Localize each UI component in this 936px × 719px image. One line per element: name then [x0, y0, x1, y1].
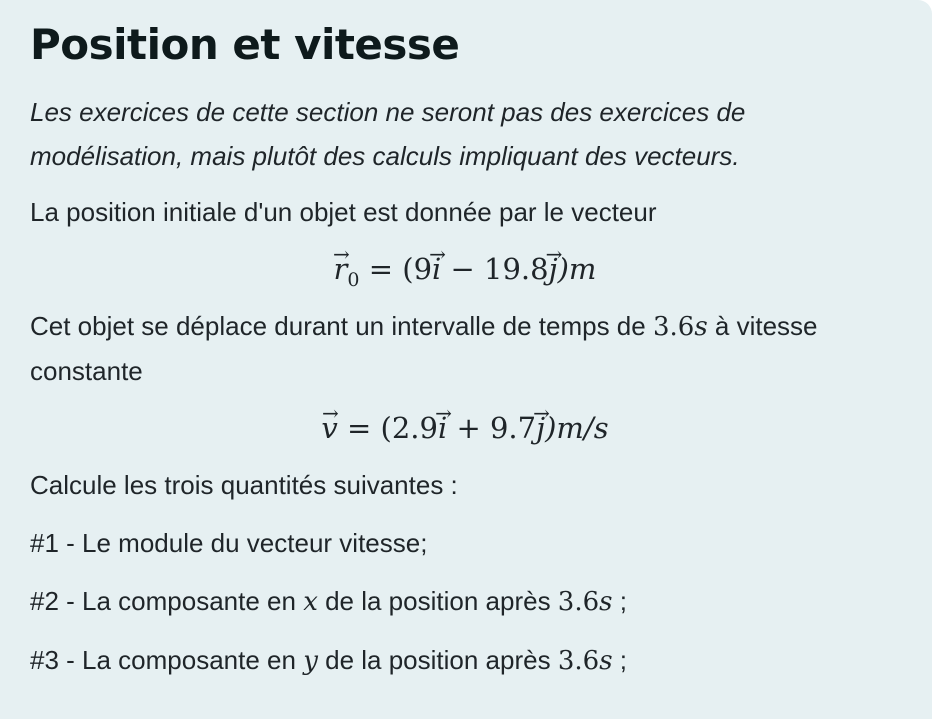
- velocity-equation: [30, 397, 900, 459]
- instruction-text: Calcule les trois quantités suivantes :: [30, 470, 458, 501]
- q2-variable: x: [303, 587, 318, 618]
- r-subscript: 0: [347, 268, 360, 291]
- position-equation: [30, 238, 900, 300]
- eq2-equals: = (2.9: [337, 411, 438, 446]
- time-text-after: à vitesse constante: [30, 311, 818, 387]
- page-title: Position et vitesse: [30, 20, 460, 69]
- time-unit: s: [694, 312, 708, 343]
- q3-after: ;: [612, 645, 627, 676]
- q2-unit: s: [599, 587, 613, 618]
- q3-middle: de la position après: [317, 645, 558, 676]
- question-3: [30, 638, 900, 683]
- eq1-middle: − 19.8: [441, 252, 549, 287]
- q2-middle: de la position après: [317, 586, 558, 617]
- eq2-middle: + 9.7: [447, 411, 537, 446]
- j-unit-vector: → j: [549, 238, 558, 300]
- q3-value: 3.6: [557, 646, 600, 677]
- i-unit-vector: → i: [438, 397, 447, 459]
- time-text-before: Cet objet se déplace durant un intervalle de temps de: [30, 311, 653, 342]
- time-interval-text: [30, 304, 900, 393]
- question-1: #1 - Le module du vecteur vitesse;: [30, 528, 428, 559]
- i-unit-vector: → i: [432, 238, 441, 300]
- q3-before: #3 - La composante en: [30, 645, 304, 676]
- initial-position-text: La position initiale d'un objet est donnée par le vecteur: [30, 197, 657, 228]
- r-vector: → r: [334, 238, 348, 300]
- q3-unit: s: [599, 646, 613, 677]
- q2-after: ;: [612, 586, 627, 617]
- q3-variable: y: [303, 646, 318, 677]
- time-value: 3.6: [652, 312, 695, 343]
- j-unit-vector: → j: [536, 397, 545, 459]
- q2-before: #2 - La composante en: [30, 586, 304, 617]
- q2-value: 3.6: [557, 587, 600, 618]
- intro-text: Les exercices de cette section ne seront pas des exercices de modélisation, mais plutôt des calculs impliquant des vecteurs.: [30, 97, 746, 172]
- eq1-end: )m: [557, 252, 597, 287]
- eq2-end: )m/s: [545, 411, 609, 446]
- eq1-equals: = (9: [359, 252, 433, 287]
- v-vector: → v: [321, 397, 337, 459]
- question-2: [30, 579, 900, 624]
